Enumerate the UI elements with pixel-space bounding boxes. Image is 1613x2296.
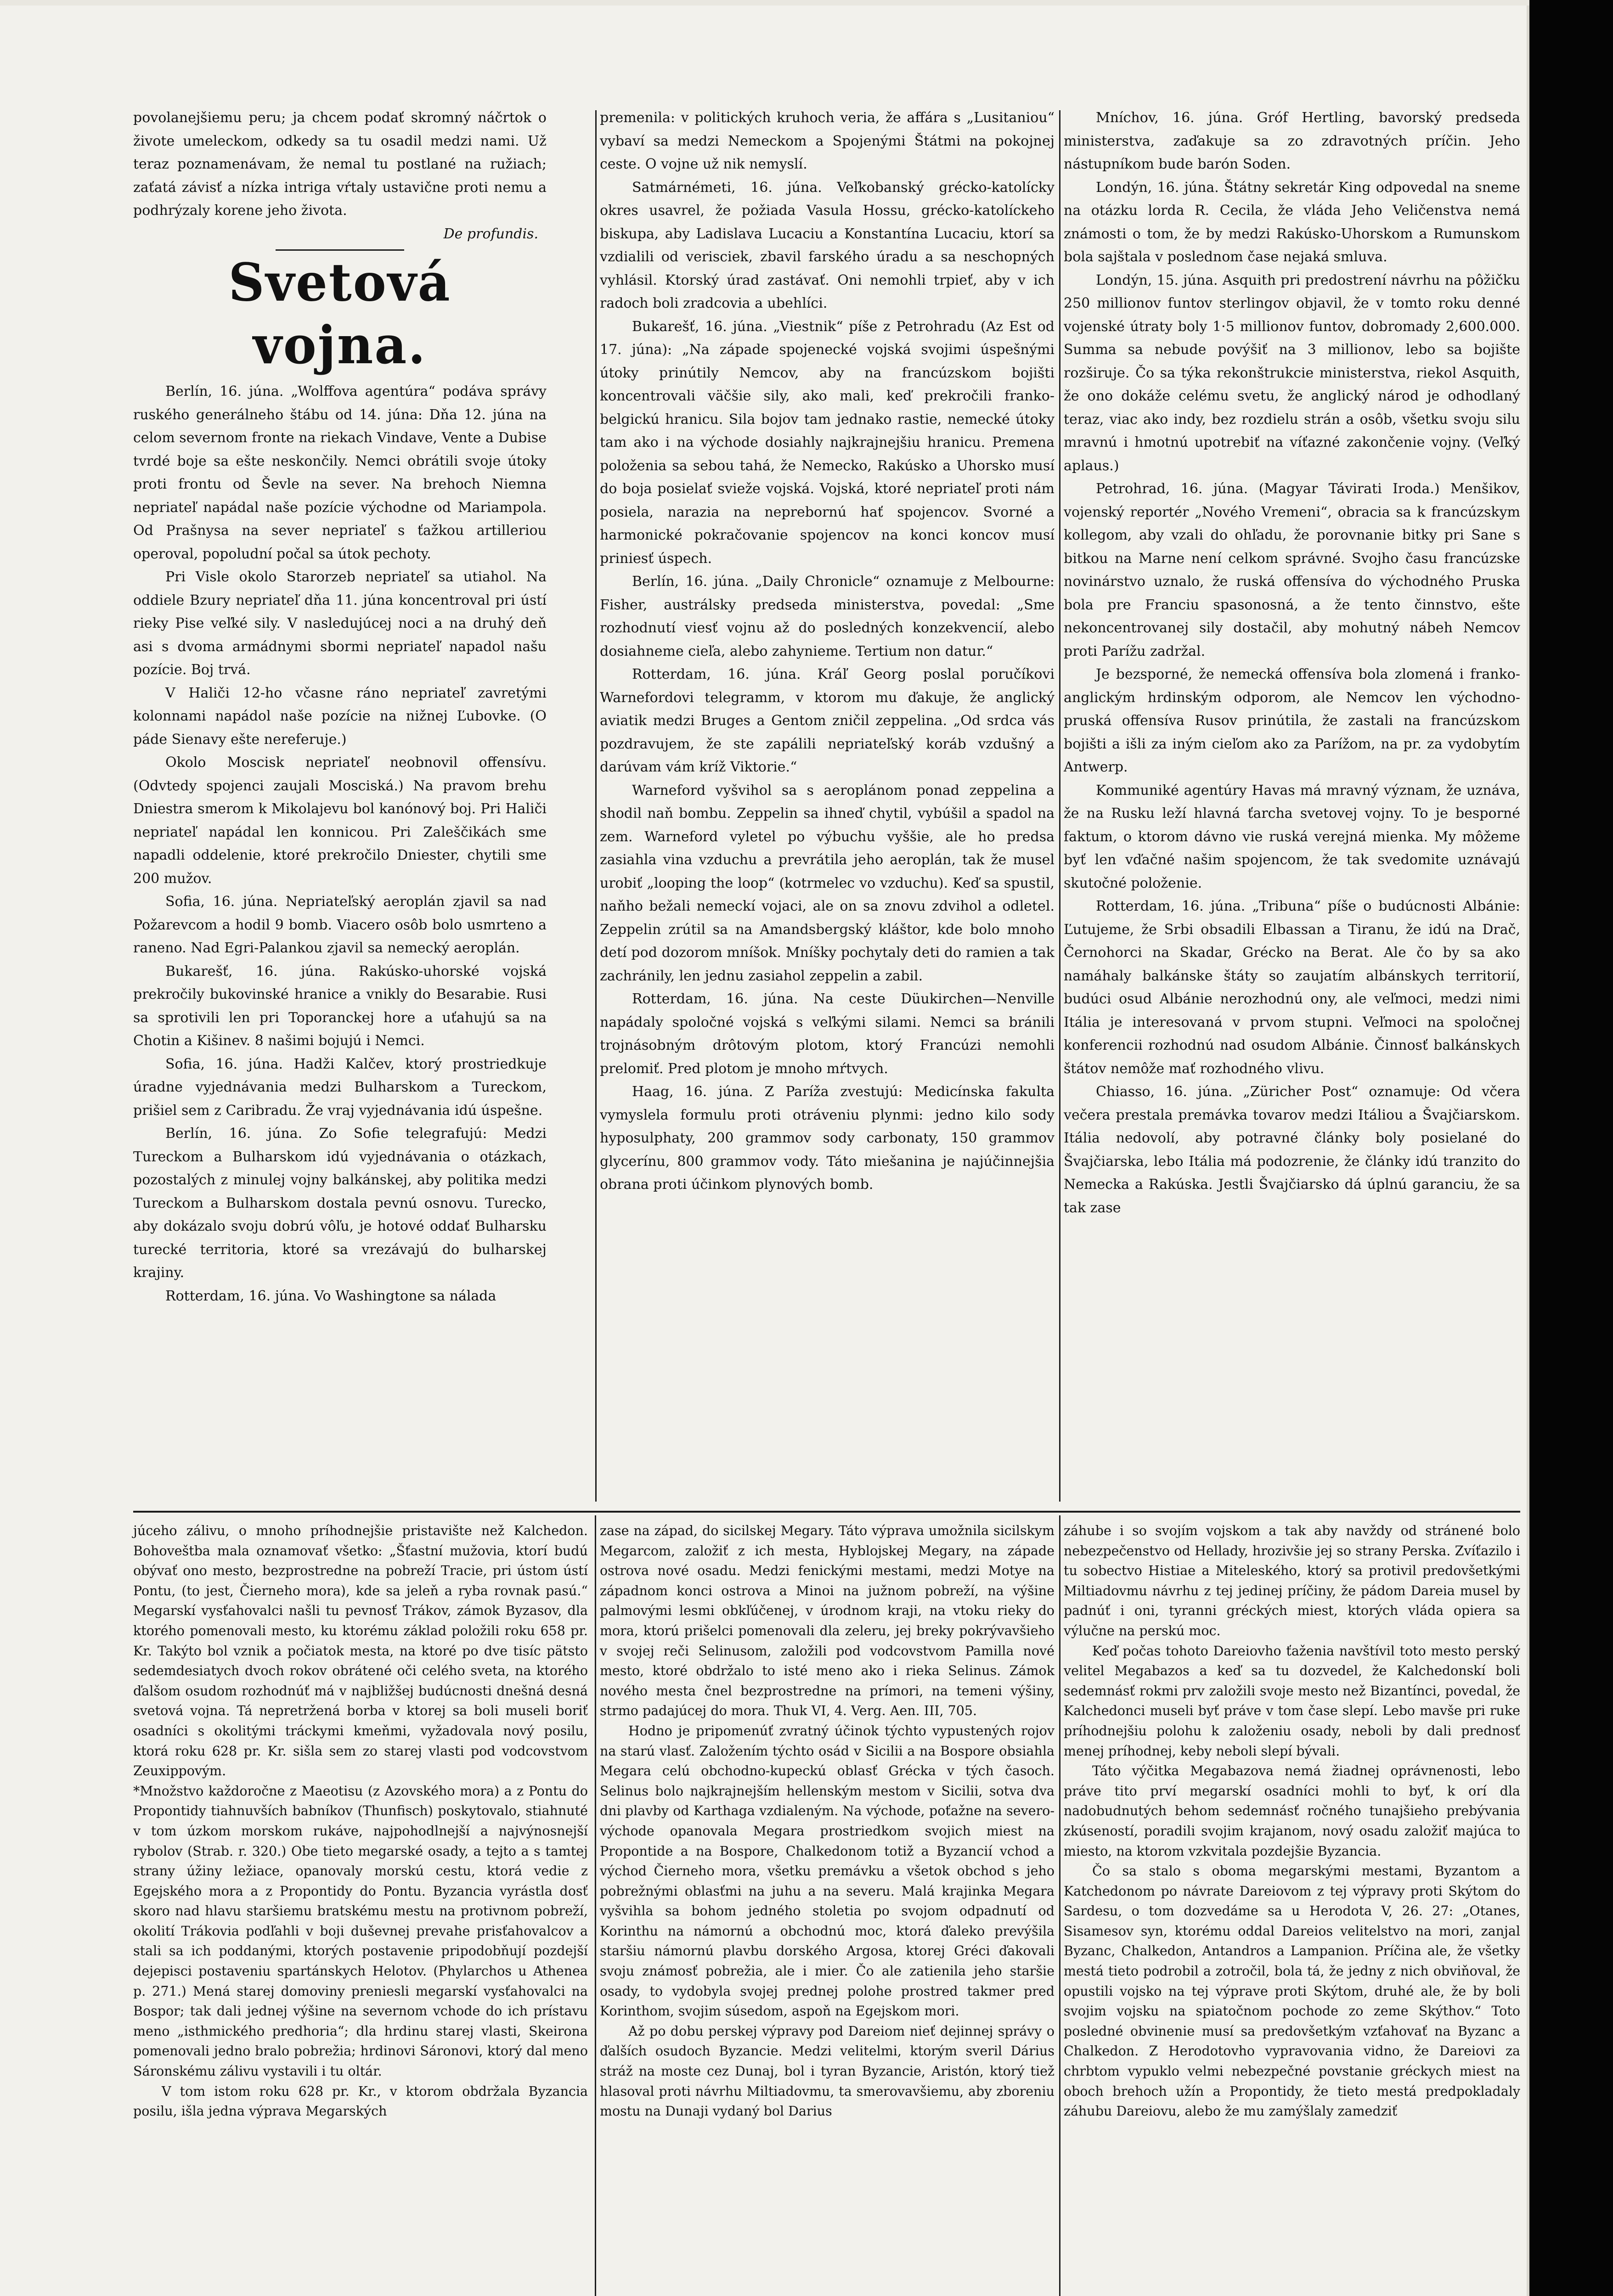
column-rule [1059, 110, 1060, 1502]
news-item: premenila: v politických kruhoch veria, že affára s „Lusitaniou“ vybaví sa medzi Nemeckom a Spojenými Štátmi na pokojnej ceste. O vojne už nik nemyslí. [600, 110, 1055, 172]
signature: De profundis. [443, 225, 538, 242]
news-item: Kommuniké agentúry Havas má mravný význam, že uznáva, že na Rusku leží hlavná ťarcha svetovej vojny. To je besporné faktum, o ktorom dávno vie ruská verejná mienka. My môžeme byť len vďačné našim spojencom, že tak svedomite uznávajú skutočné položenie. [1064, 782, 1520, 891]
scan-top-edge [0, 0, 1529, 6]
news-item: Bukarešť, 16. júna. Rakúsko-uhorské vojská prekročily bukovinské hranice a vnikly do Besarabie. Rusi sa sprotivili len pri Toporanckej hore a uťahujú sa na Chotin a Kišinev. 8 našimi bojujú i Nemci. [133, 963, 547, 1049]
top-column-3 [1064, 107, 1520, 1220]
news-item: Je bezsporné, že nemecká offensíva bola zlomená i franko-anglickým hrdinským odporom, ale Nemcov len východno-pruská offensíva Rusov prinútila, že zastali na francúzskom bojišti a išli za iným cieľom ako za Parížom, na pr. za vydobytím Antwerp. [1064, 666, 1520, 775]
news-item: Rotterdam, 16. júna. Kráľ Georg poslal poručíkovi Warnefordovi telegramm, v ktorom mu ďakuje, že anglický aviatik medzi Bruges a Gentom zničil zeppelina. „Od srdca vás pozdravujem, že ste zapálili nepriateľský koráb vzdušný a darúvam vám kríž Viktorie.“ [600, 666, 1055, 775]
feuilleton-paragraph: V tom istom roku 628 pr. Kr., v ktorom obdržala Byzancia posilu, išla jedna výprava Megarských [133, 2083, 588, 2119]
column-rule [1059, 1515, 1060, 2296]
news-item: Londýn, 15. júna. Asquith pri predostrení návrhu na pôžičku 250 millionov funtov sterlingov objavil, že v tomto roku denné vojenské útraty boly 1·5 millionov funtov, dobromady 2,600.000. Summa sa nebude povýšiť na 3 millionov, lebo sa bojište rozširuje. Čo sa týka rekonštrukcie ministerstva, riekol Asquith, že ono dokáže celému svetu, že anglický národ je odhodlaný teraz, viac ako indy, bez rozdielu strán a osôb, všetku svoju silu mravnú i hmotnú upotrebiť na víťazné zakončenie vojny. (Veľký aplaus.) [1064, 272, 1520, 474]
news-item: Berlín, 16. júna. „Daily Chronicle“ oznamuje z Melbourne: Fisher, austrálsky predseda ministerstva, povedal: „Sme rozhodnutí viesť vojnu až do posledných konzekvencií, alebo dosiahneme cieľa, alebo zahynieme. Tertium non datur.“ [600, 574, 1055, 659]
news-item: Warneford vyšvihol sa s aeroplánom ponad zeppelina a shodil naň bombu. Zeppelin sa ihneď chytil, vybúšil a spadol na zem. Warneford vyletel po výbuchu vyššie, ale ho predsa zasiahla vina vzduchu a prevrátila jeho aeroplán, tak že musel urobiť „looping the loop“ (kotrmelec vo vzduchu). Keď sa spustil, naňho bežali nemeckí vojaci, ale on sa znovu zdvihol a odletel. Zeppelin zrútil sa na Amandsbergský kláštor, kde bolo mnoho detí pod dozorom mníšok. Mníšky pochytaly deti do ramien a tak zachránily, len jednu zasiahol zeppelin a zabil. [600, 782, 1055, 984]
bottom-column-1 [133, 1521, 588, 2122]
news-item: Rotterdam, 16. júna. „Tribuna“ píše o budúcnosti Albánie: Ľutujeme, že Srbi obsadili Elbassan a Tiranu, že idú na Drač, Černohorci na Skadar, Grécko na Berat. Ale čo by sa ako namáhaly balkánske štáty so zaujatím albánskych territorií, budúci osud Albánie nerozhodnú ony, ale veľmoci, medzi nimi Itália je interesovaná v prvom stupni. Veľmoci na spoločnej konferencii rozhodnú nad osudom Albánie. Činnosť balkánskych štátov nemôže mať rozhodného vlivu. [1064, 898, 1520, 1077]
top-column-1 [133, 107, 547, 1308]
feuilleton-paragraph: záhube i so svojím vojskom a tak aby navždy od stránené bolo nebezpečenstvo od Hellady, hrozivšie jej so strany Perska. Zvíťazilo i tu sobectvo Histiae a Miteleského, ktorý sa protivil predovšetkými Miltiadovmu návrhu z tej jedinej príčiny, že pádom Dareia musel by padnúť i oni, tyranni gréckých miest, ktorých vláda opiera sa výlučne na perskú moc. [1064, 1523, 1520, 1638]
news-item: Rotterdam, 16. júna. Na ceste Düukirchen—Nenville napádaly spoločné vojská s veľkými silami. Nemci sa bránili trojnásobným drôtovým plotom, ktorý Francúzi nemohli prelomiť. Pred plotom je mnoho mŕtvych. [600, 991, 1055, 1077]
bottom-column-3 [1064, 1521, 1520, 2122]
feuilleton-paragraph: júceho zálivu, o mnoho príhodnejšie pristavište než Kalchedon. Bohoveštba mala oznamovať všetko: „Šťastní mužovia, ktorí budú obývať ono mesto, bezprostredne na pobreží Tracie, pri ústom ústí Pontu, (to jest, Čierneho mora), kde sa jeleň a ryba rovnak pasú.“ Megarskí vysťahovalci našli tu pevnosť Trákov, zámok Byzasov, dla ktorého pomenovali mesto, ku ktorému základ položili roku 658 pr. Kr. Takýto bol vznik a počiatok mesta, na ktoré po dve tisíc pätsto sedemdesiatych dvoch rokov obrátené oči celého sveta, na ktorého ďalšom osudom rozhodnúť má v najbližšej budúcnosti dnešná desná svetová vojna. Tá nepretržená borba v ktorej sa boli museli boriť osadníci s okolitými tráckymi kmeňmi, vyžadovala nový posilu, ktorá roku 628 pr. Kr. sišla sem zo starej vlasti pod vodcovstvom Zeuxippovým. [133, 1523, 588, 1779]
top-column-2 [600, 107, 1055, 1197]
feuilleton-paragraph: Až po dobu perskej výpravy pod Dareiom nieť dejinnej správy o ďalších osudoch Byzancie. Medzi velitelmi, ktorým sveril Dárius stráž na moste cez Dunaj, bol i tyran Byzancie, Aristón, ktorý tiež hlasoval proti návrhu Miltiadovmu, ta smerovavšiemu, aby zboreniu mostu na Dunaji vydaný bol Darius [600, 2023, 1055, 2119]
news-item: V Haliči 12-ho včasne ráno nepriateľ zavretými kolonnami napádol naše pozície na nižnej Ľubovke. (O páde Sienavy ešte nereferuje.) [133, 685, 547, 748]
section-divider [133, 1511, 1520, 1513]
news-item: Mníchov, 16. júna. Gróf Hertling, bavorský predseda ministerstva, zaďakuje sa zo zdravotných príčin. Jeho nástupníkom bude barón Soden. [1064, 110, 1520, 172]
column-rule [595, 110, 597, 1502]
news-item: Sofia, 16. júna. Hadži Kalčev, ktorý prostriedkuje úradne vyjednávania medzi Bulharskom a Tureckom, prišiel sem z Caribradu. Že vraj vyjednávania idú úspešne. [133, 1056, 547, 1119]
feuilleton-footnote: *Množstvo každoročne z Maeotisu (z Azovského mora) a z Pontu do Propontidy tiahnuvších babníkov (Thunfisch) poskytovalo, stiahnuté v tom úzkom morskom rukáve, najpohodlnejší a najvýnosnejší rybolov (Strab. r. 320.) Obe tieto megarské osady, a tejto a s tamtej strany úžiny ležiace, opanovaly morskú cestu, ktorá vedie z Egejského mora a z Propontidy do Pontu. Byzancia vyrástla dosť skoro nad hlavu staršiemu bratskému mestu na protivnom pobreží, okolití Trákovia podľahli v boji duševnej prevahe prisťahovalcov a stali sa ich poddanými, ktorých postavenie pripodobňují pozdejší dejepisci postaveniu spartánskych Helotov. (Phylarchos u Athenea p. 271.) Mená starej domoviny preniesli megarskí vysťahovalci na Bospor; tak dali jednej výšine na severnom vchode do ich prístavu meno „isthmického predhoria“; dla hrdinu starej vlasti, Skeirona pomenovali jedno bralo pobrežia; hrdinovi Sáronovi, ktorý dal meno Sáronskému zálivu vystavili i tu oltár. [133, 1783, 588, 2079]
news-item: Londýn, 16. júna. Štátny sekretár King odpovedal na sneme na otázku lorda R. Cecila, že vláda Jeho Veličenstva nemá známosti o tom, že by medzi Rakúsko-Uhorskom a Rumunskom bola sajštala v poslednom čase nejaká smluva. [1064, 179, 1520, 265]
news-item: Haag, 16. júna. Z Paríža zvestujú: Medicínska fakulta vymyslela formulu proti otráveniu plynmi: jedno kilo sody hyposulphaty, 200 grammov sody carbonaty, 150 grammov glycerínu, 800 grammov vody. Táto miešanina je najúčinnejšia obrana proti účinkom plynových bomb. [600, 1084, 1055, 1193]
bottom-column-2 [600, 1521, 1055, 2122]
article-intro: povolanejšiemu peru; ja chcem podať skromný náčrtok o živote umeleckom, odkedy sa tu osadil medzi nami. Už teraz poznamenávam, že nemal tu postlané na ružiach; zaťatá závisť a nízka intriga vŕtaly ustavične proti nemu a podhrýzaly korene jeho života. [133, 110, 547, 219]
feuilleton-paragraph: Čo sa stalo s oboma megarskými mestami, Byzantom a Katchedonom po návrate Dareiovom z tej výpravy proti Skýtom do Sardesu, o tom dozvedáme sa u Herodota V, 26. 27: „Otanes, Sisamesov syn, ktorému oddal Dareios velitelstvo na mori, zanjal Byzanc, Chalkedon, Antandros a Lampanion. Príčina ale, že všetky mestá tieto podrobil a zotročil, bola tá, že jedny z nich obviňoval, že opustili vojsko na tej výprave proti Skýtom, druhé ale, že by boli svojim vojsku na spiatočnom pochode zo zeme Skýthov.“ Toto posledné obvinenie musí sa predovšetkým vzťahovať na Byzanc a Chalkedon. Z Herodotovho vypravovania vidno, že Dareiovi za chrbtom vypuklo velmi nebezpečné povstanie gréckych miest na oboch brehoch užín a Propontidy, že tieto mestá predpokladaly záhubu Dareiovu, alebo že mu zamýšlaly zamedziť [1064, 1863, 1520, 2119]
news-item: Satmárnémeti, 16. júna. Veľkobanský grécko-katolícky okres usavrel, že požiada Vasula Hossu, grécko-katolíckeho biskupa, aby Ladislava Lucaciu a Konstantína Lucaciu, ktorí sa vzdialili od verisciek, zbavil farského úradu a sa neschopných vyhlásil. Ktorský úrad zastávať. Oni nemohli trpieť, aby v ich radoch boli zradcovia a ubehlíci. [600, 179, 1055, 311]
news-item: Rotterdam, 16. júna. Vo Washingtone sa nálada [165, 1288, 496, 1304]
news-item: Chiasso, 16. júna. „Züricher Post“ oznamuje: Od včera večera prestala premávka tovarov medzi Itáliou a Švajčiarskom. Itália nedovolí, aby potravné články boly posielané do Švajčiarska, lebo Itália má podozrenie, že články idú tranzito do Nemecka a Rakúska. Jestli Švajčiarsko dá úplnú garanciu, že sa tak zase [1064, 1084, 1520, 1216]
column-rule [595, 1515, 596, 2296]
section-heading: Svetová vojna. [228, 252, 451, 376]
news-item: Bukarešť, 16. júna. „Viestnik“ píše z Petrohradu (Az Est od 17. júna): „Na západe spojenecké vojská svojimi úspešnými útoky prinútily Nemcov, aby na francúzskom bojišti koncentrovali väčšie sily, ako mali, keď prekročili franko-belgickú hranicu. Sila bojov tam jednako rastie, nemecké útoky tam ako i na východe dosiahly najkrajnejšiu hranicu. Premena položenia sa sebou tahá, že Nemecko, Rakúsko a Uhorsko musí do boja posielať svieže vojská. Vojská, ktoré nepriateľ proti nám posiela, narazia na neprebornú hať spojencov. Svorné a harmonické pokračovanie spojencov na konci koncov musí priniesť úspech. [600, 318, 1055, 567]
feuilleton-paragraph: Táto výčitka Megabazova nemá žiadnej oprávnenosti, lebo práve tito prví megarskí osadníci mohli to byť, k orí dla nadobudnutých behom sedemnásť ročného tunajšieho prebývania zkúseností, poradili svojim krajanom, nový osadu založiť majúca to miesto, na ktorom vzkvitala pozdejšie Byzancia. [1064, 1763, 1520, 1859]
feuilleton-paragraph: Hodno je pripomenúť zvratný účinok týchto vypustených rojov na starú vlasť. Založením týchto osád v Sicilii a na Bospore obsiahla Megara celú obchodno-kupeckú oblasť Grécka v tých časoch. Selinus bolo najkrajnejším hellenským mestom v Sicilii, sotva dva dni plavby od Karthaga vzdialeným. Na východe, poťažne na severo-východe opanovala Megara prostriedkom svojich miest na Propontide a na Bospore, Chalkedonom totiž a Byzancií vchod a východ Čierneho mora, všetku premávku a všetok obchod s jeho pobrežnými oblasťmi na juhu a na severu. Malá krajinka Megara vyšvihla sa bohom jedného stoletia po svojom odpadnutí od Korinthu na námornú a obchodnú moc, ktorá ďaleko prevýšila staršiu námornú plavbu dorského Argosa, ktorej Gréci ďakovali svoju známosť pobrežia, ale i mier. Čo ale zatienila jeho staršie osady, to vydobyla svojej prednej polohe prostred takmer pred Korinthom, svojim súsedom, aspoň na Egejskom mori. [600, 1723, 1055, 2019]
news-item: Petrohrad, 16. júna. (Magyar Távirati Iroda.) Menšikov, vojenský reportér „Nového Vremeni“, obracia sa k francúzskym kollegom, aby vzali do ohľadu, že porovnanie bitky pri Sane s bitkou na Marne není celkom správné. Svojho času francúzske novinárstvo uznalo, že ruská offensíva do východného Pruska bola pre Franciu spasonosná, a že tento činnstvo, ešte nekoncentrovanej sily dostačil, aby mohutný nábeh Nemcov proti Parížu zadržal. [1064, 481, 1520, 659]
feuilleton-paragraph: zase na západ, do sicilskej Megary. Táto výprava umožnila sicilskym Megarcom, založiť z ich mesta, Hyblojskej Megary, na západe ostrova nové osadu. Medzi fenickými mestami, medzi Motye na západnom konci ostrova a Minoi na južnom pobreží, na výšine palmovými lesmi obkľúčenej, v úrodnom kraji, na vtoku rieky do mora, ktorú prišelci pomenovali dla zeleru, jej breky pokrývavšieho v svojej reči Selinusom, založili pod vodcovstvom Pamilla nové mesto, ktoré obdržalo to isté meno ako i rieka Selinus. Zámok nového mesta čnel bezprostredne na prímori, na temeni výšiny, strmo padajúcej do mora. Thuk VI, 4. Verg. Aen. III, 705. [600, 1523, 1055, 1719]
news-item: Okolo Moscisk nepriateľ neobnovil offensívu. (Odvtedy spojenci zaujali Mosciská.) Na pravom brehu Dniestra smerom k Mikolajevu bol kanónový boj. Pri Haliči nepriateľ napádal len konnicou. Pri Zaleščikách sme napadli oddelenie, ktoré prekročilo Dniester, chytili sme 200 mužov. [133, 754, 547, 887]
news-item: Berlín, 16. júna. Zo Sofie telegrafujú: Medzi Tureckom a Bulharskom idú vyjednávania o otázkach, pozostalých z minulej vojny balkánskej, aby politika medzi Tureckom a Bulharskom dostala pevnú osnovu. Turecko, aby dokázalo svoju dobrú vôľu, je hotové oddať Bulharsku turecké territoria, ktoré sa vrezávajú do bulharskej krajiny. [133, 1125, 547, 1281]
news-item: Pri Visle okolo Starorzeb nepriateľ sa utiahol. Na oddiele Bzury nepriateľ dňa 11. júna koncentroval pri ústí rieky Pise veľké sily. V nasledujúcej noci a na druhý deň asi s dvoma armádnymi sbormi nepriateľ napadol našu pozície. Boj trvá. [133, 569, 547, 678]
news-item: Sofia, 16. júna. Nepriateľský aeroplán zjavil sa nad Požarevcom a hodil 9 bomb. Viacero osôb bolo usmrteno a raneno. Nad Egri-Palankou zjavil sa nemecký aeroplán. [133, 894, 547, 956]
rule-short [276, 249, 404, 251]
feuilleton-paragraph: Keď počas tohoto Dareiovho ťaženia navštívil toto mesto perský velitel Megabazos a keď sa tu dozvedel, že Kalchedonskí boli sedemnásť rokmi prv založili svoje mesto než Bizantínci, povedal, že Kalchedonci museli byť práve v tom čase slepí. Lebo mavše pri ruke príhodnejšiu polohu k založeniu osady, neboli by dali prednosť menej príhodnej, keby neboli slepí bývali. [1064, 1643, 1520, 1759]
news-item: Berlín, 16. júna. „Wolffova agentúra“ podáva správy ruského generálneho štábu od 14. júna: Dňa 12. júna na celom severnom fronte na riekach Vindave, Vente a Dubise tvrdé boje sa ešte neskončily. Nemci obrátili svoje útoky proti frontu od Ševle na sever. Na brehoch Niemna nepriateľ napádal naše pozície východne od Mariampola. Od Prašnysa na sever nepriateľ s ťažkou artilleriou operoval, popoludní počal sa útok pechoty. [133, 383, 547, 562]
